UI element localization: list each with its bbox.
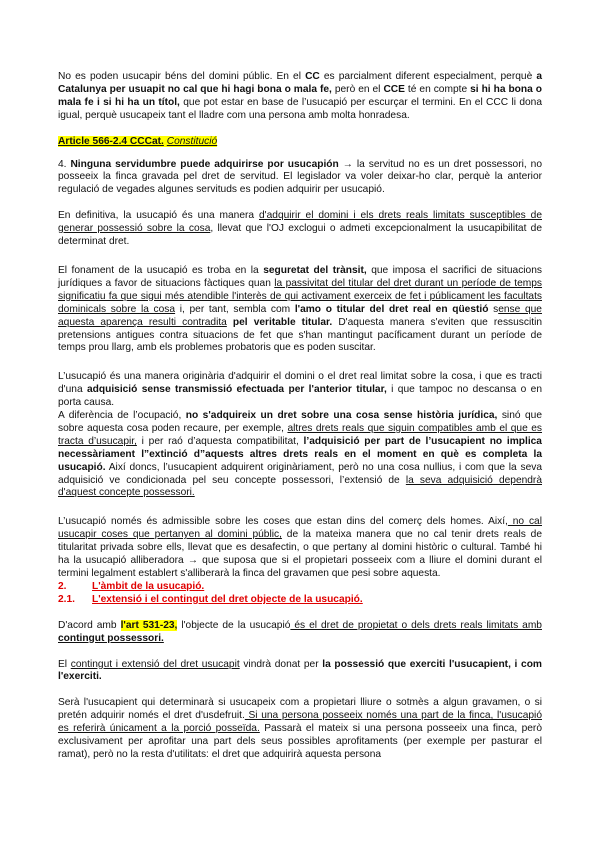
text-run: En definitiva, la usucapió és una manera (58, 210, 260, 222)
text-run: es parcialment diferent especialment, perquè (319, 71, 537, 82)
text-run-bold: a Catalunya per usuapit no cal que hi hagi bona o mala fe, (58, 71, 542, 95)
text-run: Així doncs, l’usucapient adquirent originàriament, però no una cosa nullius, i com que la seva adquisició ve condicionada pel seu concepte possessori, l’extensió de (58, 461, 542, 486)
paragraph-usucapient-determination (58, 697, 542, 762)
text-run: A diferència de l’ocupació, (58, 410, 186, 422)
text-run-bold: si hi ha bona o mala fe i si hi ha un títol, (58, 83, 542, 108)
text-run-underlined: no cal usucapir coses que pertanyen al domini públic, (58, 516, 542, 541)
paragraph-occupation-difference (58, 410, 542, 500)
article-reference: Article 566-2.4 CCCat. (58, 135, 164, 147)
text-run-underlined: ense que aquesta aparença resulti contradita (58, 303, 542, 328)
text-run: , llevat que l'OJ exclogui o admeti excepcionalment la usucapibilitat de determinat dret. (58, 223, 542, 248)
highlight (58, 136, 217, 147)
paragraph-foundation (58, 265, 542, 355)
paragraph-object-usucapio (58, 620, 542, 646)
text-run: i que tampoc no descansa o en porta causa. (58, 384, 542, 409)
text-run: l'objecte de la usucapió (177, 619, 291, 631)
text-run-bold-underlined: contingut possessori. (58, 632, 164, 644)
text-run-bold: no s'adquireix un dret sobre una cosa sense història jurídica, (185, 410, 498, 422)
text-run: → la servitud no es un dret possessori, no posseeix la finca gravada pel dret de servitud. El legislador va voler deixar-ho clar, perquè la anterior regulació de vegades algunes servituds es podien adquirir per usucapió. (58, 158, 542, 196)
section-number: 2.1. (58, 593, 75, 605)
text-run-bold: Ninguna servidumbre puede adquirirse por usucapión (70, 158, 339, 170)
text-run-bold: l'amo o titular del dret real en qüestió (294, 303, 489, 315)
text-run: El (58, 658, 71, 670)
text-run-underlined: contingut i extensió del dret usucapit (70, 658, 240, 670)
text-run-underlined: Si una persona posseeix només una part de la finca, l'usucapió es referirà únicament a la porció posseïda. (58, 710, 542, 735)
text-run-bold: l’adquisició per part de l’usucapient no implica necessàriament l”extinció d”aquests altres drets reals en el moment en què es completa la usucapió. (58, 435, 542, 473)
text-run-underlined: altres drets reals que siguin compatibles amb el que es tracta d’usucapir, (58, 422, 542, 447)
document-body (58, 71, 542, 762)
section-title: L'extensió i el contingut del dret objecte de la usucapió. (92, 593, 363, 605)
text-run: D'aquesta manera s'eviten que ressuscitin pretensions antigues contra situacions de fet que s'han mantingut pacíficament durant un període de temps prou llarg, amb els problemes probatoris que es poden suscitar. (58, 316, 543, 354)
paragraph-public-domain (58, 71, 542, 123)
text-run-underlined: és el dret de propietat o dels drets reals limitats amb (290, 619, 542, 631)
section-number: 2. (58, 580, 67, 592)
section-heading-2 (58, 581, 542, 594)
paragraph-content-extension (58, 659, 542, 685)
text-run: de la mateixa manera que no cal tenir drets reals de titularitat privada sobre ells, llevat que es desafectin, o que pertany al domini històric o cultural. També hi ha la usucapió alliberadora → que suposa que si el propietari posseeix com a lliure el domini durant el termini legalment establert s'alliberarà la finca del gravamen que pesi sobre aquesta. (58, 529, 542, 579)
text-run: però en el (331, 83, 384, 95)
article-reference-highlight: l'art 531-23, (120, 619, 178, 631)
text-run-bold: CCE (383, 83, 405, 95)
text-run-underlined: la passivitat del titular del dret durant un període de temps significatiu fa que sigui més atendible l'interès de qui activament exerceix de fet i públicament les facultats dominicals sobre la cosa (58, 277, 543, 315)
article-source: Constitució (166, 135, 218, 147)
text-run-bold: seguretat del trànsit, (263, 264, 367, 276)
text-run: i per raó d’aquesta compatibilitat, (136, 435, 304, 447)
article-heading (58, 136, 542, 149)
paragraph-servitude (58, 159, 542, 198)
text-run: El fonament de la usucapió es troba en la (58, 264, 264, 276)
paragraph-definition (58, 210, 542, 249)
text-run: 4. (58, 158, 71, 170)
text-run: Serà l'usucapient qui determinarà si usucapeix com a propietari lliure o sotmès a algun gravamen, o si pretén adquirir només el dret d'usdefruit. (58, 697, 542, 722)
text-run-underlined: la seva adquisició dependrà d'aquest concepte possessori. (58, 474, 542, 499)
text-run-bold: adquisició sense transmissió efectuada per l'anterior titular, (86, 384, 387, 396)
text-run: s (488, 303, 499, 315)
paragraph-original-acquisition (58, 371, 542, 410)
text-run-bold: la possessió que exerciti l'usucapient, i com l'exerciti. (58, 658, 542, 683)
paragraph-admissibility (58, 516, 542, 581)
text-run: L’usucapió és una manera originària d'adquirir el domini o el dret real limitat sobre la cosa, i que es tracti d'una (58, 371, 542, 396)
text-run-underlined: d'adquirir el domini i els drets reals limitats susceptibles de generar possessió sobre la cosa (58, 210, 542, 235)
text-run: que pot estar en base de l’usucapió per escurçar el termini. En el CCC li dona igual, perquè usucapeix tant el lladre com una persona amb molta honradesa. (58, 96, 542, 121)
text-run: i, per tant, sembla com (175, 303, 295, 315)
text-run: No es poden usucapir béns del domini públic. En el (58, 71, 306, 82)
text-run: que imposa el sacrifici de situacions jurídiques a favor de situacions fàctiques quan (58, 264, 542, 289)
section-heading-2-1 (58, 594, 542, 607)
text-run: té en compte (404, 83, 471, 95)
section-title: L'àmbit de la usucapió. (92, 580, 205, 592)
text-run-bold: pel veritable titular. (232, 316, 333, 328)
text-run: vindrà donat per (239, 658, 323, 670)
text-run: Passarà el mateix si una persona posseeix una finca, però exclusivament per aprofitar una part dels seus possibles aprofitaments (per exemple per pasturar el ramat), però no la resta d'utilitats: el dret que adquirirà aquesta persona (58, 723, 542, 760)
text-run: L’usucapió només és admissible sobre les coses que estan dins del comerç dels homes. Així, (58, 516, 508, 528)
text-run-bold: CC (305, 71, 320, 82)
text-run: D'acord amb (58, 619, 121, 631)
text-run: sinó que sobre aquesta cosa poden recaure, per exemple, (58, 410, 542, 434)
